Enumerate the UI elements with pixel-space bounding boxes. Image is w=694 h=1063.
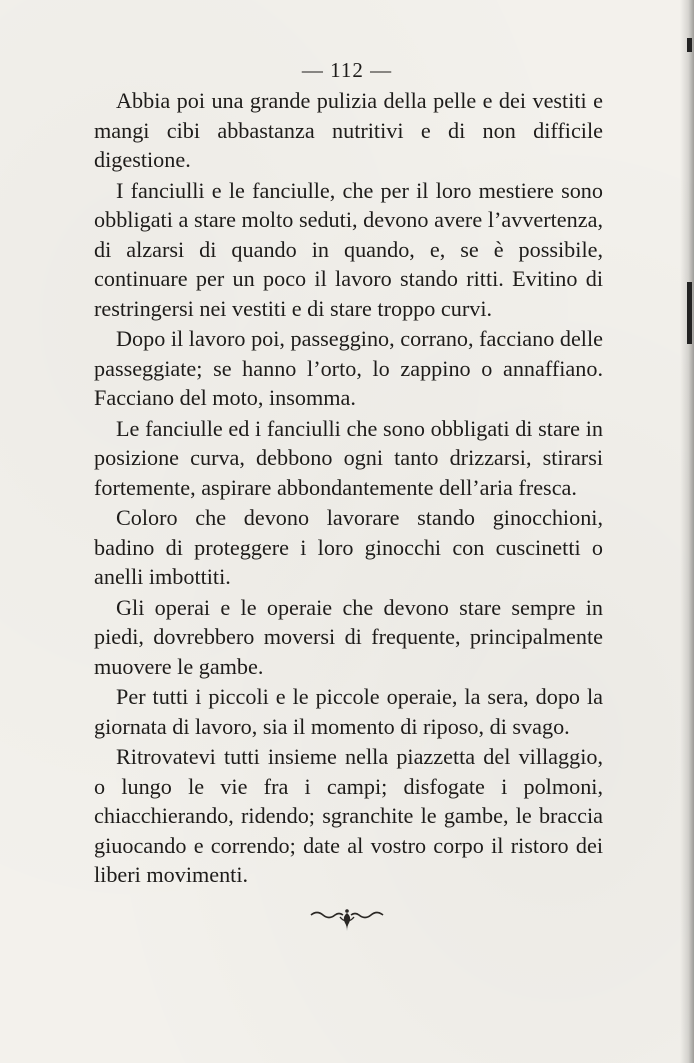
floral-ornament-icon — [307, 905, 387, 933]
paragraph: Coloro che devono lavorare stando ginocchioni, badino di proteggere i loro ginocchi con cuscinetti o anelli imbottiti. — [94, 505, 603, 589]
page-number: — 112 — — [301, 58, 393, 82]
floral-ornament-icon — [0, 905, 694, 937]
paragraph: Le fanciulle ed i fanciulli che sono obbligati di stare in posizione curva, debbono ogni tanto drizzarsi, stirarsi fortemente, aspirare abbondantemente dell’aria fresca. — [94, 415, 603, 500]
paragraph: Abbia poi una grande pulizia della pelle e dei vestiti e mangi cibi abbastanza nutritivi e di non difficile digestione. — [94, 88, 603, 172]
body-text — [94, 86, 603, 891]
paragraph: Dopo il lavoro poi, passeggino, corrano, facciano delle passeggiate; se hanno l’orto, lo zappino o annaffiano. Facciano del moto, insomma. — [94, 326, 603, 410]
paragraph: Ritrovatevi tutti insieme nella piazzetta del villaggio, o lungo le vie fra i campi; disfogate i polmoni, chiacchierando, ridendo; sgranchite le gambe, le braccia giuocando e correndo; date al vostro corpo il ristoro dei liberi movimenti. — [94, 744, 603, 887]
edge-mark — [687, 38, 692, 52]
paragraph: Gli operai e le operaie che devono stare sempre in piedi, dovrebbero moversi di frequente, principalmente muovere le gambe. — [94, 594, 603, 679]
page-edge-shadow — [680, 0, 694, 1063]
paragraph: Per tutti i piccoli e le piccole operaie, la sera, dopo la giornata di lavoro, sia il momento di riposo, di svago. — [94, 684, 603, 739]
paragraph: I fanciulli e le fanciulle, che per il loro mestiere sono obbligati a stare molto seduti, devono avere l’avvertenza, di alzarsi di quando in quando, e, se è possibile, continuare per un poco il lavoro stando ritti. Evitino di restringersi nei vestiti e di stare troppo curvi. — [94, 177, 603, 321]
edge-mark — [687, 282, 692, 344]
